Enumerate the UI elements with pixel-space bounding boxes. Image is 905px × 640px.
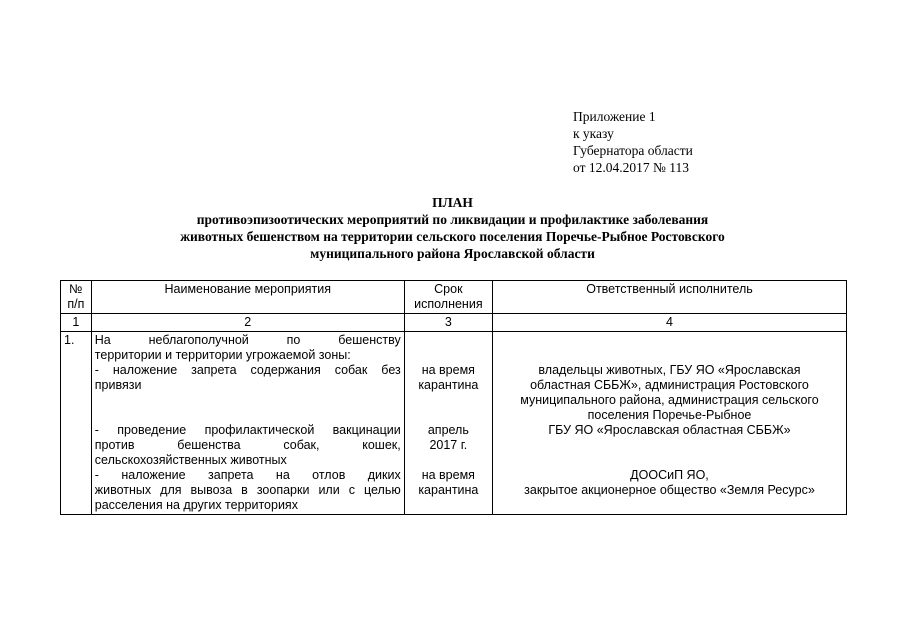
title-line-3: муниципального района Ярославской области [310, 246, 595, 261]
executor-3-line-1: ДООСиП ЯО, [630, 468, 709, 482]
executor-1-line-1: владельцы животных, ГБУ ЯО «Ярославская [538, 363, 801, 377]
term-3-line-1: на время [421, 468, 475, 482]
appendix-line-2: к указу [573, 126, 614, 141]
header-number [61, 281, 92, 314]
header-executor: Ответственный исполнитель [492, 281, 846, 314]
column-number-3: 3 [404, 314, 492, 332]
appendix-reference [573, 108, 693, 176]
measure-2-line-1: - проведение профилактической вакцинации [94, 423, 401, 437]
measure-3-line-3: расселения на других территориях [94, 498, 298, 512]
measure-3-line-2: животных для вывоза в зоопарки или с целью [94, 483, 401, 497]
header-name: Наименование мероприятия [91, 281, 404, 314]
measure-spacer [95, 393, 401, 423]
row-terms [404, 332, 492, 515]
term-2-line-1: апрель [427, 423, 469, 437]
executor-1-line-4: поселения Поречье-Рыбное [587, 408, 752, 422]
header-term-line-2: исполнения [414, 297, 483, 311]
column-number-4: 4 [492, 314, 846, 332]
term-1-line-1: на время [421, 363, 475, 377]
table-header-row [61, 281, 847, 314]
column-number-row [61, 314, 847, 332]
term-1-line-2: карантина [418, 378, 479, 392]
appendix-line-1: Приложение 1 [573, 109, 656, 124]
row-measures [91, 332, 404, 515]
executor-2-line-1: ГБУ ЯО «Ярославская областная СББЖ» [548, 423, 791, 437]
measure-2-line-2: против бешенства собак, кошек, [94, 438, 401, 452]
term-2-line-2: 2017 г. [429, 438, 468, 452]
measure-2-line-3: сельскохозяйственных животных [94, 453, 287, 467]
term-3-line-2: карантина [418, 483, 479, 497]
title-line-1: противоэпизоотических мероприятий по ликвидации и профилактике заболевания [196, 212, 709, 227]
row-number: 1. [61, 332, 92, 515]
document-title [90, 194, 815, 262]
header-number-line-1: № [69, 282, 83, 296]
header-number-line-2: п/п [67, 297, 85, 311]
appendix-line-4: от 12.04.2017 № 113 [573, 160, 689, 175]
executor-3-line-2: закрытое акционерное общество «Земля Ресурс» [524, 483, 815, 497]
executor-1-line-2: областная СББЖ», администрация Ростовского [530, 378, 809, 392]
title-heading: ПЛАН [432, 195, 473, 210]
row-executors [492, 332, 846, 515]
executor-1-line-3: муниципального района, администрация сельского [520, 393, 819, 407]
table-row [61, 332, 847, 515]
measure-3-line-1: - наложение запрета на отлов диких [94, 468, 401, 482]
executor-spacer [496, 333, 843, 363]
executor-spacer-2 [496, 438, 843, 468]
column-number-1: 1 [61, 314, 92, 332]
appendix-line-3: Губернатора области [573, 143, 693, 158]
term-spacer [408, 333, 489, 363]
term-spacer-3 [408, 453, 489, 468]
measure-intro-line-2: территории и территории угрожаемой зоны: [94, 348, 351, 362]
measure-1-line-2: привязи [94, 378, 142, 392]
term-spacer-2 [408, 393, 489, 423]
measure-1-line-1: - наложение запрета содержания собак без [94, 363, 401, 377]
header-term-line-1: Срок [434, 282, 463, 296]
header-term [404, 281, 492, 314]
title-line-2: животных бешенством на территории сельского поселения Поречье-Рыбное Ростовского [180, 229, 725, 244]
measure-intro-line-1: На неблагополучной по бешенству [94, 333, 401, 347]
column-number-2: 2 [91, 314, 404, 332]
plan-table [60, 280, 847, 515]
